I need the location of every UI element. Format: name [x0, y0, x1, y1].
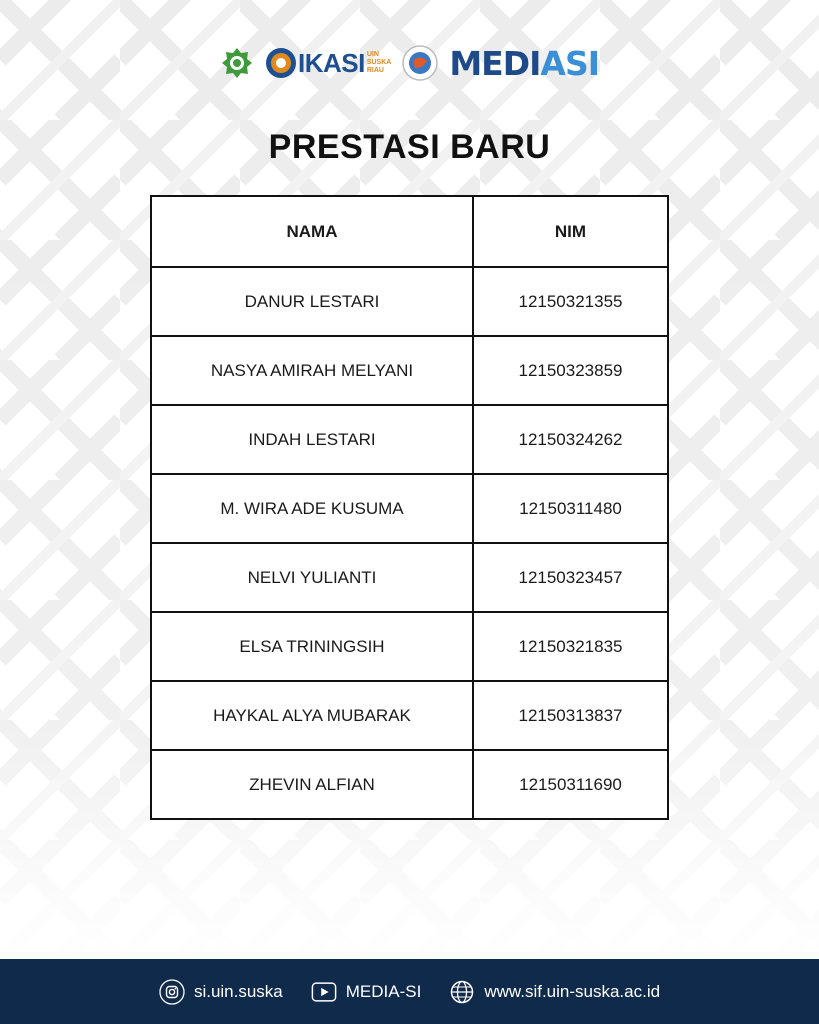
globe-emblem-icon: [401, 44, 439, 82]
table-row: [151, 405, 668, 474]
cell-nim: 12150324262: [473, 405, 668, 474]
uin-suska-riau-label: UIN SUSKA RIAU: [366, 51, 392, 74]
cell-nama: NELVI YULIANTI: [151, 543, 473, 612]
cell-nim: 12150313837: [473, 681, 668, 750]
ikasi-emblem-icon: [264, 46, 298, 80]
header-nama: NAMA: [151, 196, 473, 267]
cell-nim: 12150323457: [473, 543, 668, 612]
table-row: [151, 543, 668, 612]
ikasi-wordmark: IKASI: [297, 47, 365, 78]
table-row: [151, 612, 668, 681]
cell-nama: ZHEVIN ALFIAN: [151, 750, 473, 819]
table-header-row: [151, 196, 668, 267]
page-title: PRESTASI BARU: [268, 128, 551, 166]
achievement-table: [150, 195, 669, 820]
cell-nim: 12150323859: [473, 336, 668, 405]
uin-suska-logo-icon: [220, 46, 254, 80]
mediasi-wordmark: MEDIASI: [449, 43, 599, 83]
youtube-channel: MEDIA-SI: [345, 981, 422, 1001]
logo-bar: [0, 40, 819, 86]
cell-nama: ELSA TRININGSIH: [151, 612, 473, 681]
ikasi-logo: [264, 46, 391, 80]
cell-nama: INDAH LESTARI: [151, 405, 473, 474]
instagram-link[interactable]: [159, 979, 283, 1005]
cell-nim: 12150311690: [473, 750, 668, 819]
cell-nama: M. WIRA ADE KUSUMA: [151, 474, 473, 543]
header-nim: NIM: [473, 196, 668, 267]
table-row: [151, 750, 668, 819]
table-row: [151, 336, 668, 405]
instagram-handle: si.uin.suska: [193, 981, 283, 1001]
cell-nim: 12150321835: [473, 612, 668, 681]
cell-nama: HAYKAL ALYA MUBARAK: [151, 681, 473, 750]
table-row: [151, 681, 668, 750]
table-row: [151, 267, 668, 336]
cell-nim: 12150311480: [473, 474, 668, 543]
table-row: [151, 474, 668, 543]
cell-nama: NASYA AMIRAH MELYANI: [151, 336, 473, 405]
globe-icon: [449, 979, 475, 1005]
instagram-icon: [159, 979, 185, 1005]
website-link[interactable]: [449, 979, 660, 1005]
youtube-link[interactable]: [311, 979, 422, 1005]
cell-nim: 12150321355: [473, 267, 668, 336]
website-url: www.sif.uin-suska.ac.id: [484, 981, 661, 1001]
cell-nama: DANUR LESTARI: [151, 267, 473, 336]
youtube-icon: [311, 979, 337, 1005]
footer-bar: [0, 959, 819, 1024]
